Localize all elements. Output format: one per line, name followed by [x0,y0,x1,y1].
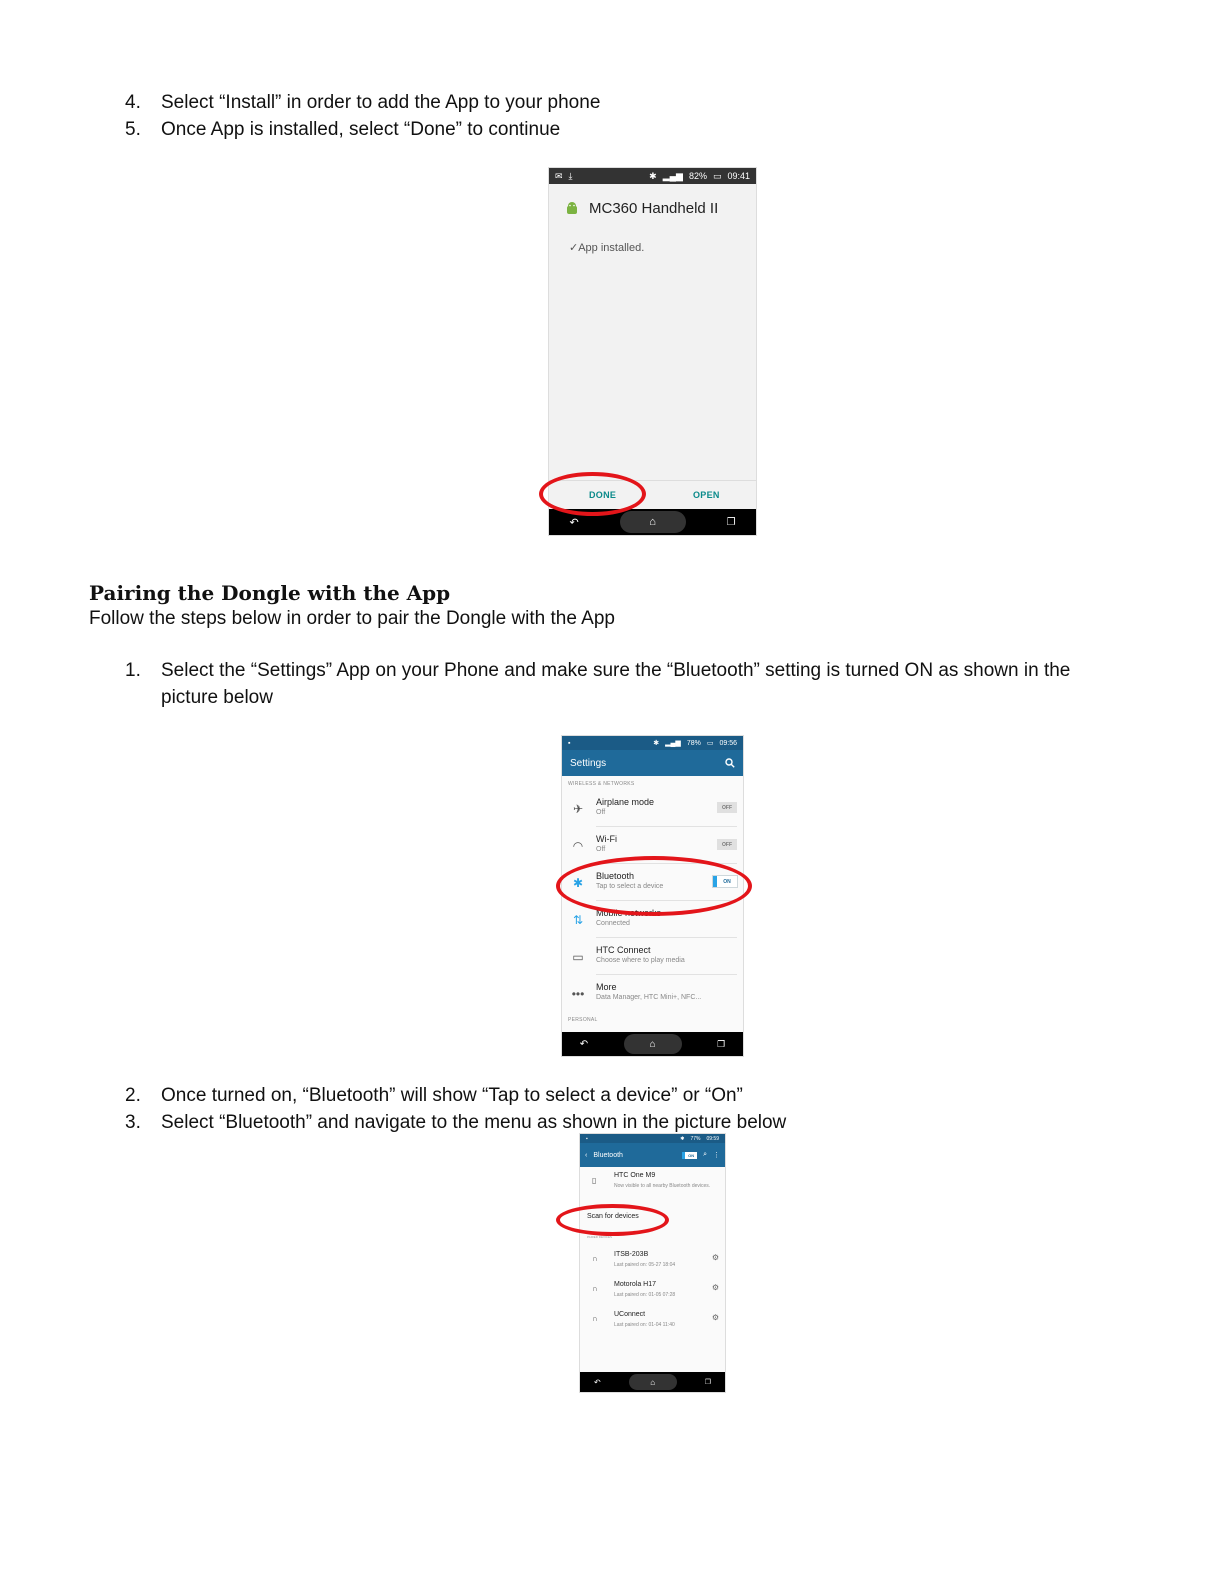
check-icon: ✓ [569,242,579,254]
status-bar [549,168,756,184]
back-icon[interactable]: ↶ [569,516,579,529]
step-1 [125,657,1070,684]
status-bar [580,1134,725,1143]
paired-device[interactable] [580,1310,725,1336]
wifi-icon: ◠ [572,839,584,853]
home-icon: ⌂ [650,1377,656,1387]
settings-row-htc-connect[interactable] [562,939,743,975]
this-device [580,1172,725,1202]
battery-icon: ▭ [712,170,722,181]
battery-percent: 77% [690,1135,701,1142]
paired-name: ITSB-203B [614,1251,649,1258]
home-button[interactable] [620,511,686,533]
status-time: 09:56 [719,739,737,747]
screenshot-bluetooth [580,1134,725,1392]
paired-sub: Last paired on: 05-27 18:04 [614,1262,676,1268]
screenshot-status-icon: ▪ [586,1135,588,1142]
row-title: Wi-Fi [596,834,617,844]
step-number: 1. [125,660,141,681]
row-title: Mobile networks [596,908,662,918]
gear-icon[interactable]: ⚙ [711,1283,719,1292]
battery-icon: ▭ [706,740,714,747]
row-title: More [596,982,617,992]
row-subtitle: Choose where to play media [596,957,685,964]
open-button[interactable]: OPEN [693,490,720,500]
device-visibility: Now visible to all nearby Bluetooth devices. [614,1183,711,1189]
step-text: Select “Bluetooth” and navigate to the menu as shown in the picture below [161,1112,787,1133]
step-number: 2. [125,1085,141,1106]
step-3 [125,1109,786,1136]
mail-icon: ✉ [555,170,563,181]
install-status [569,241,644,254]
back-arrow-icon[interactable]: ‹ [585,1151,588,1159]
home-button[interactable] [624,1034,682,1054]
step-text: picture below [161,687,273,708]
step-text: Once App is installed, select “Done” to continue [161,119,561,140]
download-icon: ⤓ [568,170,573,181]
headset-icon: ∩ [592,1284,598,1293]
headset-icon: ∩ [592,1254,598,1263]
section-title: Pairing the Dongle with the App [89,581,451,605]
row-subtitle: Off [596,809,606,816]
bluetooth-title: Bluetooth [593,1151,623,1159]
nav-bar [580,1372,725,1392]
step-number: 4. [125,92,141,113]
airplane-toggle[interactable]: OFF [717,802,737,813]
settings-row-more[interactable] [562,976,743,1012]
paired-sub: Last paired on: 01-04 11:40 [614,1322,675,1328]
paired-device[interactable] [580,1250,725,1276]
bluetooth-status-icon: ✱ [680,1135,685,1142]
search-icon[interactable] [725,758,735,768]
app-name: MC360 Handheld II [589,200,719,217]
settings-title: Settings [570,757,607,769]
android-icon [565,202,579,216]
settings-row-wifi[interactable] [562,828,743,864]
row-subtitle: Data Manager, HTC Mini+, NFC... [596,994,702,1001]
step-text: Once turned on, “Bluetooth” will show “Tap to select a device” or “On” [161,1085,743,1106]
bluetooth-toggle[interactable]: ON [713,876,737,887]
phone-icon: ▯ [592,1176,597,1185]
wifi-toggle[interactable]: OFF [717,839,737,850]
app-header [565,200,718,217]
settings-row-bluetooth[interactable] [562,865,743,901]
row-subtitle: Connected [596,920,630,927]
search-icon[interactable]: ⌕ [703,1151,707,1158]
row-subtitle: Tap to select a device [596,883,664,890]
installed-text: App installed. [578,242,645,254]
install-actions [549,480,756,509]
battery-percent: 82% [688,171,707,181]
recents-icon[interactable]: ❐ [717,1038,726,1049]
step-text: Select “Install” in order to add the App to your phone [161,92,601,113]
more-dots-icon: ••• [571,987,585,1001]
screenshot-app-installed [549,168,756,535]
device-name: HTC One M9 [614,1172,656,1179]
step-1-cont [125,684,273,711]
row-title: HTC Connect [596,945,651,955]
back-icon[interactable]: ↶ [579,1038,589,1050]
row-title: Bluetooth [596,871,635,881]
gear-icon[interactable]: ⚙ [711,1313,719,1322]
section-wireless: WIRELESS & NETWORKS [568,781,635,787]
done-button[interactable]: DONE [589,490,617,500]
paired-sub: Last paired on: 01-05 07:28 [614,1292,676,1298]
status-time: 09:41 [727,171,750,181]
home-icon: ⌂ [649,516,656,528]
nav-bar [562,1032,743,1056]
recents-icon[interactable]: ❐ [704,1379,711,1386]
section-subtitle: Follow the steps below in order to pair the Dongle with the App [89,608,615,629]
paired-header: PAIRED DEVICES [587,1235,612,1239]
gear-icon[interactable]: ⚙ [711,1253,719,1262]
home-icon: ⌂ [649,1038,656,1050]
step-text: Select the “Settings” App on your Phone and make sure the “Bluetooth” setting is turned ON as shown in the [161,660,1071,681]
status-time: 09:59 [706,1135,719,1142]
home-button[interactable] [629,1374,677,1390]
settings-appbar [562,750,743,776]
step-5 [125,116,560,143]
step-2 [125,1082,743,1109]
settings-row-airplane[interactable] [562,791,743,827]
status-bar [562,736,743,750]
recents-icon[interactable]: ❐ [726,516,736,528]
paired-device[interactable] [580,1280,725,1306]
bluetooth-status-icon: ✱ [653,740,660,747]
headset-icon: ∩ [592,1314,598,1323]
bluetooth-appbar [580,1143,725,1167]
screenshot-settings [562,736,743,1056]
settings-row-mobile[interactable] [562,902,743,938]
scan-for-devices[interactable]: Scan for devices [587,1213,639,1220]
cast-icon: ▭ [572,950,584,964]
row-title: Airplane mode [596,797,655,807]
step-4 [125,89,600,116]
mobile-data-icon: ⇅ [572,913,584,927]
screenshot-status-icon: ▪ [568,739,571,747]
signal-icon: ▂▄▆ [665,740,681,747]
battery-percent: 78% [686,739,701,747]
signal-icon: ▂▄▆ [662,170,683,181]
section-personal: PERSONAL [568,1017,598,1023]
bluetooth-status-icon: ✱ [649,170,657,181]
paired-name: Motorola H17 [614,1281,657,1288]
overflow-menu-icon[interactable]: ⋮ [713,1152,720,1159]
airplane-icon: ✈ [572,802,584,816]
bluetooth-icon: ✱ [572,876,584,890]
bluetooth-toggle[interactable]: ON [682,1152,697,1159]
paired-name: UConnect [614,1311,646,1318]
step-number: 5. [125,119,141,140]
row-subtitle: Off [596,846,606,853]
nav-bar [549,509,756,535]
step-number: 3. [125,1112,141,1133]
back-icon[interactable]: ↶ [594,1377,601,1387]
